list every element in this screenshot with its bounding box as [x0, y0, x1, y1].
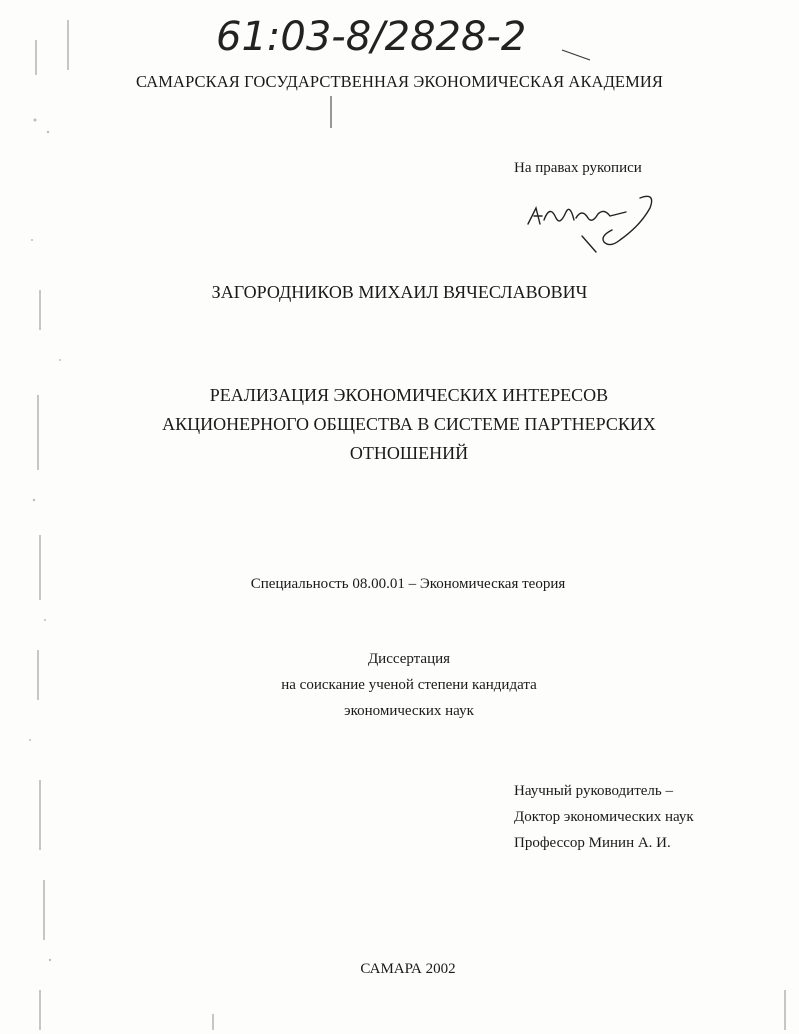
degree-line: экономических наук	[344, 703, 474, 719]
title-line: РЕАЛИЗАЦИЯ ЭКОНОМИЧЕСКИХ ИНТЕРЕСОВ	[209, 385, 609, 405]
specialty-line: Специальность 08.00.01 – Экономическая теория	[250, 576, 566, 592]
institution-name: САМАРСКАЯ ГОСУДАРСТВЕННАЯ ЭКОНОМИЧЕСКАЯ АКАДЕМИЯ	[135, 72, 663, 91]
archive-code-text: 61:03-8/2828-2	[216, 14, 527, 60]
author-signature	[520, 190, 660, 260]
supervisor-line: Доктор экономических наук	[514, 809, 694, 825]
dissertation-title	[0, 381, 799, 468]
dissertation-degree-block	[0, 646, 799, 724]
supervisor-line: Профессор Минин А. И.	[514, 835, 671, 851]
manuscript-rights-label: На правах рукописи	[514, 160, 642, 176]
title-line: ОТНОШЕНИЙ	[349, 443, 469, 463]
city-year: САМАРА 2002	[360, 961, 456, 977]
title-line: АКЦИОНЕРНОГО ОБЩЕСТВА В СИСТЕМЕ ПАРТНЕРСКИХ	[162, 414, 656, 434]
archive-stamp-code	[212, 4, 532, 64]
degree-line: на соискание ученой степени кандидата	[281, 677, 537, 693]
supervisor-block	[514, 778, 694, 856]
author-name: ЗАГОРОДНИКОВ МИХАИЛ ВЯЧЕСЛАВОВИЧ	[211, 282, 588, 302]
supervisor-line: Научный руководитель –	[514, 783, 673, 799]
degree-line: Диссертация	[367, 651, 451, 667]
